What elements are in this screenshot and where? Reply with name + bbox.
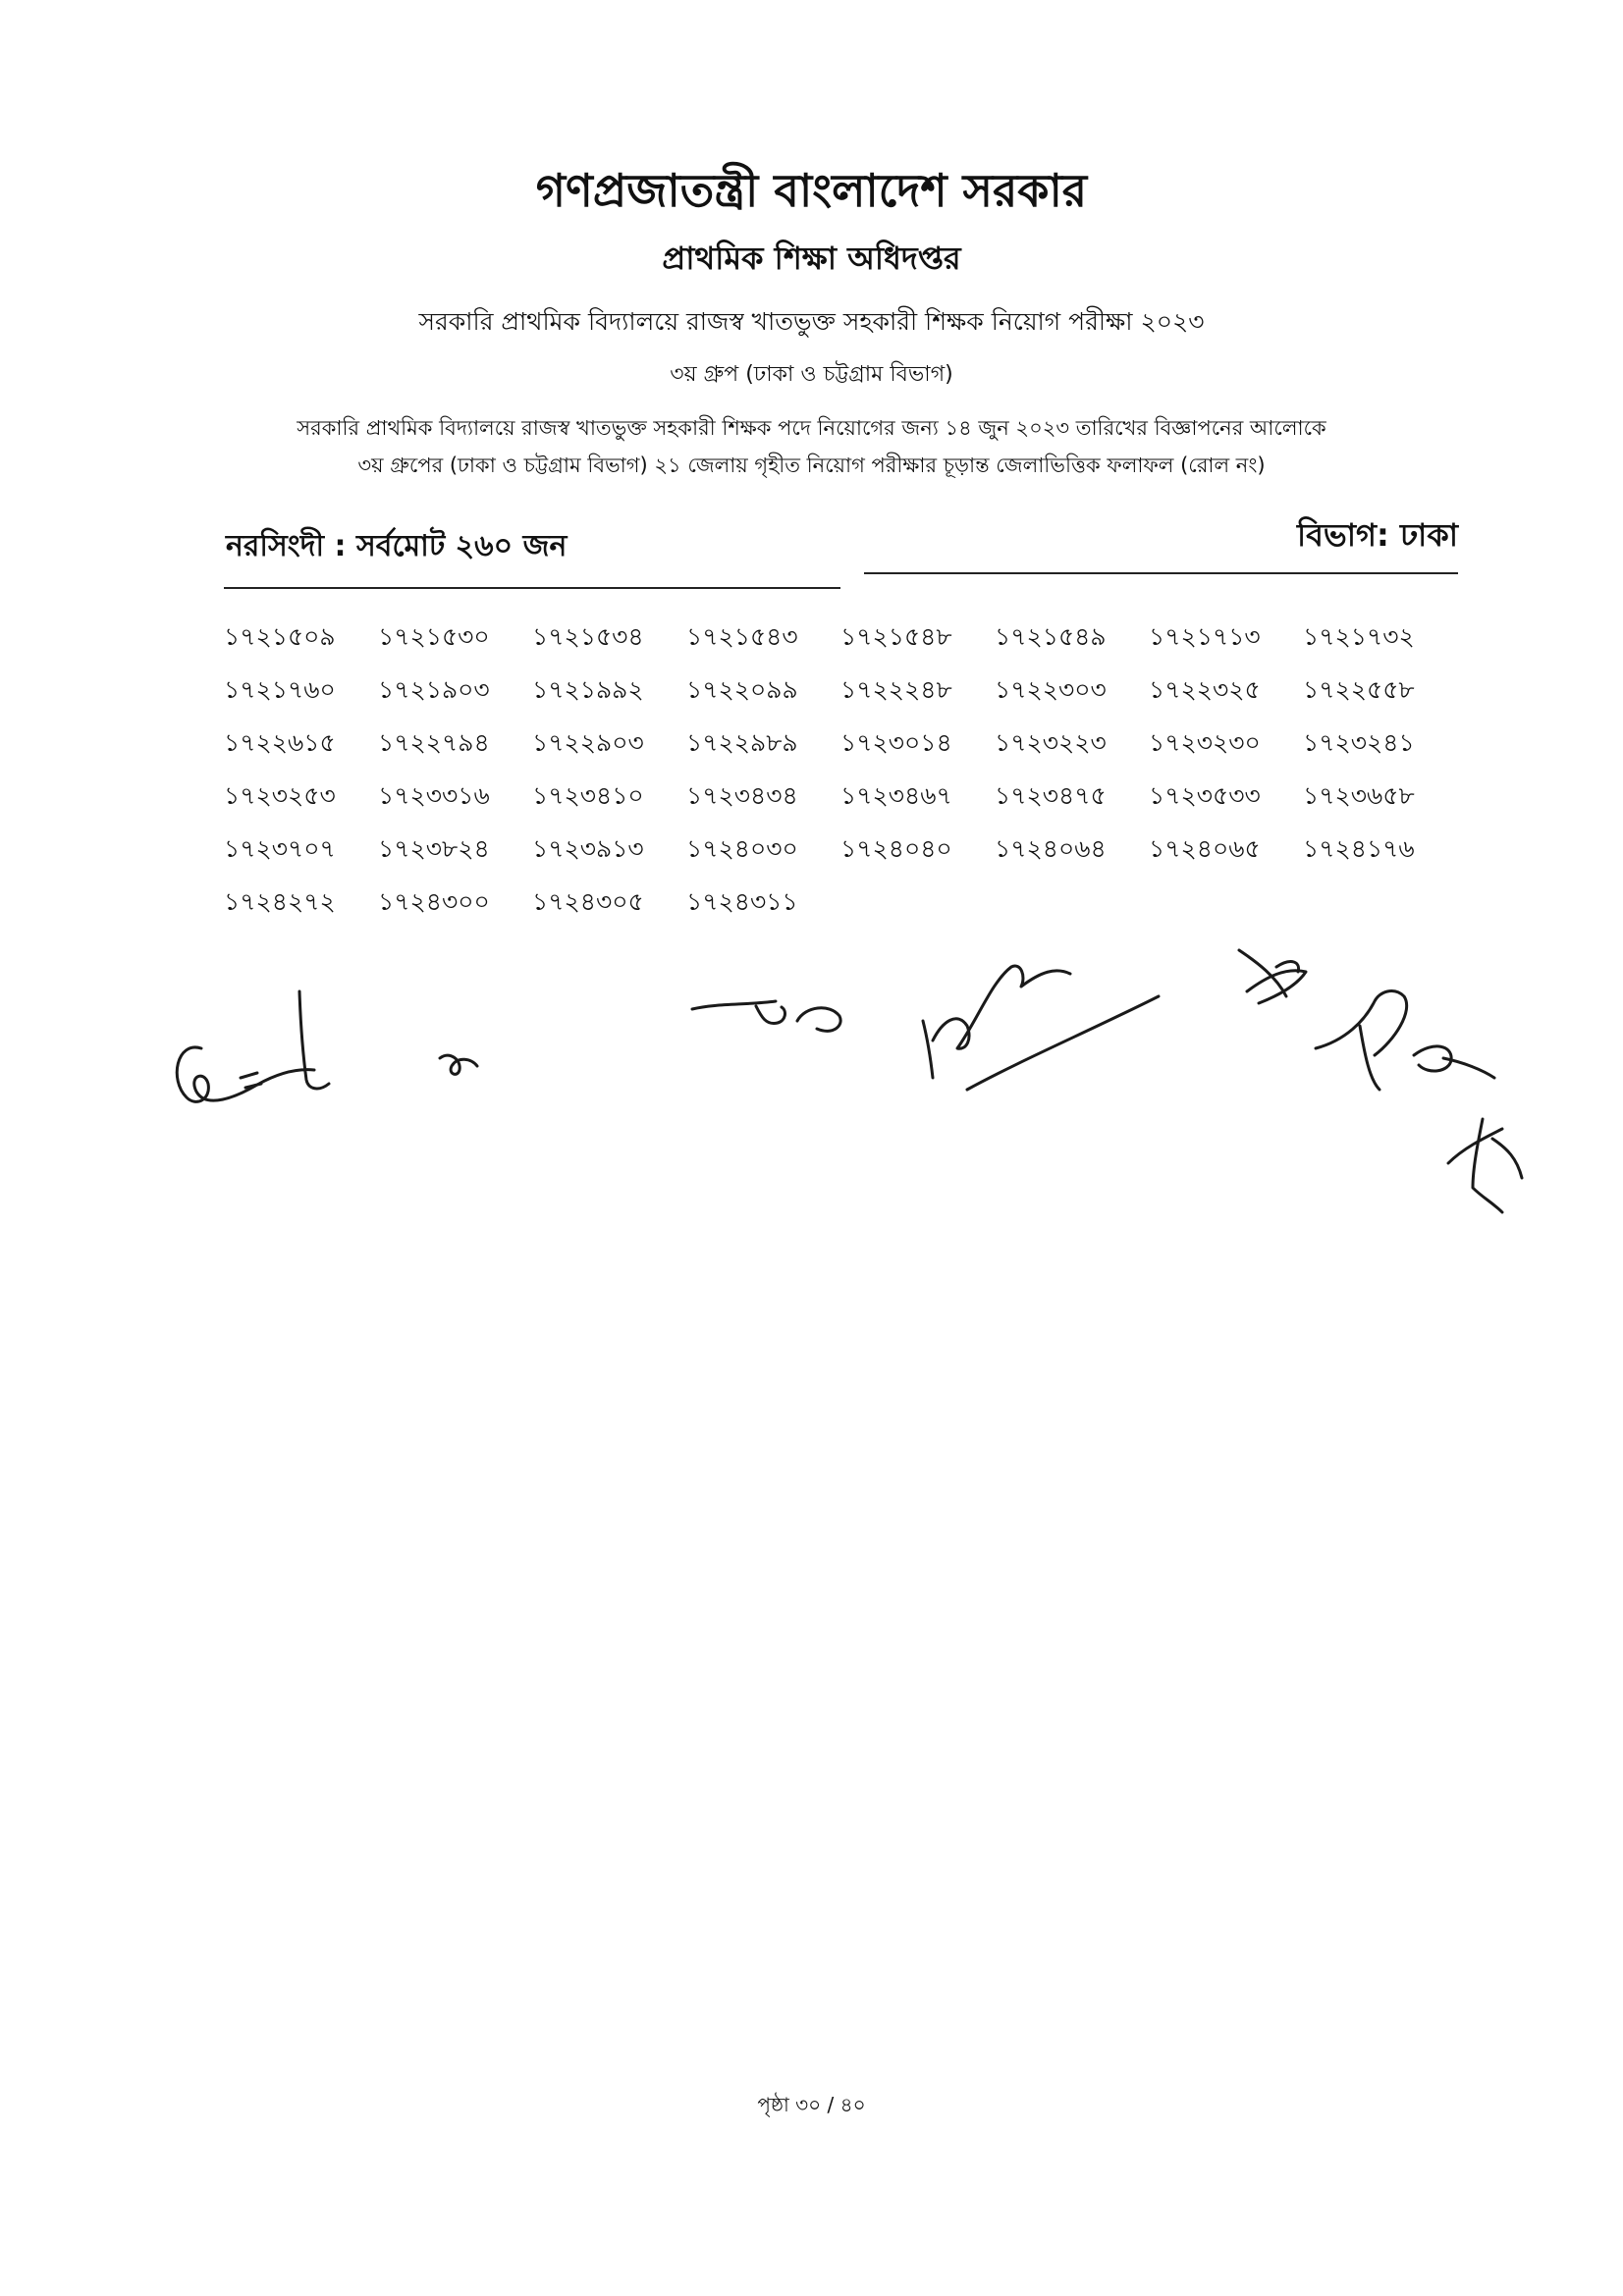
roll-number: ১৭২২৬১৫	[224, 728, 336, 757]
signature-3	[692, 1001, 840, 1031]
roll-number: ১৭২৩২৪১	[1303, 728, 1415, 757]
roll-number: ১৭২৪৩০০	[378, 887, 490, 916]
roll-number: ১৭২৩২৫৩	[224, 781, 336, 810]
roll-number: ১৭২১৫৪৯	[995, 622, 1107, 651]
roll-number: ১৭২৩৪৬৭	[840, 781, 952, 810]
roll-number: ১৭২১৫৪৩	[686, 622, 798, 651]
roll-number: ১৭২১৫৩৪	[532, 622, 644, 651]
department-title: প্রাথমিক শিক্ষা অধিদপ্তর	[662, 240, 961, 277]
roll-number-grid	[224, 620, 1461, 919]
roll-number: ১৭২১৫৪৮	[840, 622, 952, 651]
roll-number: ১৭২২৭৯৪	[378, 728, 490, 757]
signature-2	[440, 1055, 477, 1074]
roll-number: ১৭২১৫৩০	[378, 622, 490, 651]
roll-number: ১৭২৩২৩০	[1149, 728, 1261, 757]
roll-number: ১৭২৪৩১১	[686, 887, 798, 916]
roll-number: ১৭২৪৩০৫	[532, 887, 644, 916]
roll-number: ১৭২২৫৫৮	[1303, 675, 1415, 704]
signature-4	[923, 966, 1159, 1090]
roll-number: ১৭২২৯০৩	[532, 728, 644, 757]
section-divider-right	[864, 572, 1458, 574]
roll-number: ১৭২৩৬৫৮	[1303, 781, 1415, 810]
roll-number: ১৭২১৫০৯	[224, 622, 336, 651]
roll-number: ১৭২৩৭০৭	[224, 834, 336, 863]
page-number: পৃষ্ঠা ৩০ / ৪০	[757, 2093, 866, 2116]
roll-number: ১৭২৩৪৩৪	[686, 781, 798, 810]
government-title: গণপ্রজাতন্ত্রী বাংলাদেশ সরকার	[535, 164, 1088, 217]
roll-number: ১৭২১৭৩২	[1303, 622, 1415, 651]
roll-number: ১৭২১৭১৩	[1149, 622, 1261, 651]
roll-number: ১৭২৩০১৪	[840, 728, 952, 757]
roll-number: ১৭২৪২৭২	[224, 887, 336, 916]
signature-5	[1239, 950, 1306, 1003]
signature-7	[1448, 1119, 1522, 1212]
roll-number: ১৭২২৯৮৯	[686, 728, 798, 757]
roll-number: ১৭২৩৩১৬	[378, 781, 490, 810]
signature-6	[1316, 991, 1494, 1090]
group-title: ৩য় গ্রুপ (ঢাকা ও চট্টগ্রাম বিভাগ)	[670, 362, 953, 387]
roll-number: ১৭২৪০৬৫	[1149, 834, 1261, 863]
roll-number: ১৭২৩৯১৩	[532, 834, 644, 863]
roll-number: ১৭২৪০৪০	[840, 834, 952, 863]
district-total-label: নরসিংদী : সর্বমোট ২৬০ জন	[226, 529, 568, 563]
description-line-1: সরকারি প্রাথমিক বিদ্যালয়ে রাজস্ব খাতভুক্ত সহকারী শিক্ষক পদে নিয়োগের জন্য ১৪ জুন ২০২৩ তারিখের বিজ্ঞাপনের আলোকে	[297, 416, 1326, 440]
roll-number: ১৭২৪০৩০	[686, 834, 798, 863]
roll-number: ১৭২২৩০৩	[995, 675, 1107, 704]
roll-number: ১৭২৩৮২৪	[378, 834, 490, 863]
roll-number: ১৭২২০৯৯	[686, 675, 798, 704]
roll-number: ১৭২২২৪৮	[840, 675, 952, 704]
roll-number: ১৭২২৩২৫	[1149, 675, 1261, 704]
exam-title: সরকারি প্রাথমিক বিদ্যালয়ে রাজস্ব খাতভুক্ত সহকারী শিক্ষক নিয়োগ পরীক্ষা ২০২৩	[418, 307, 1205, 336]
roll-number: ১৭২৪০৬৪	[995, 834, 1107, 863]
roll-number: ১৭২৩৪৭৫	[995, 781, 1107, 810]
roll-number: ১৭২১৯৯২	[532, 675, 644, 704]
roll-number: ১৭২৩৪১০	[532, 781, 644, 810]
roll-number: ১৭২৩৫৩৩	[1149, 781, 1261, 810]
roll-number: ১৭২৪১৭৬	[1303, 834, 1415, 863]
section-divider-left	[224, 587, 840, 589]
roll-number: ১৭২১৭৬০	[224, 675, 336, 704]
roll-number: ১৭২৩২২৩	[995, 728, 1107, 757]
division-label: বিভাগ: ঢাকা	[1296, 516, 1458, 554]
roll-number: ১৭২১৯০৩	[378, 675, 490, 704]
signature-1	[177, 991, 329, 1101]
description-line-2: ৩য় গ্রুপের (ঢাকা ও চট্টগ্রাম বিভাগ) ২১ জেলায় গৃহীত নিয়োগ পরীক্ষার চূড়ান্ত জেলাভিত্তিক ফলাফল (রোল নং)	[357, 454, 1266, 477]
signature-1-mark	[241, 1073, 261, 1088]
